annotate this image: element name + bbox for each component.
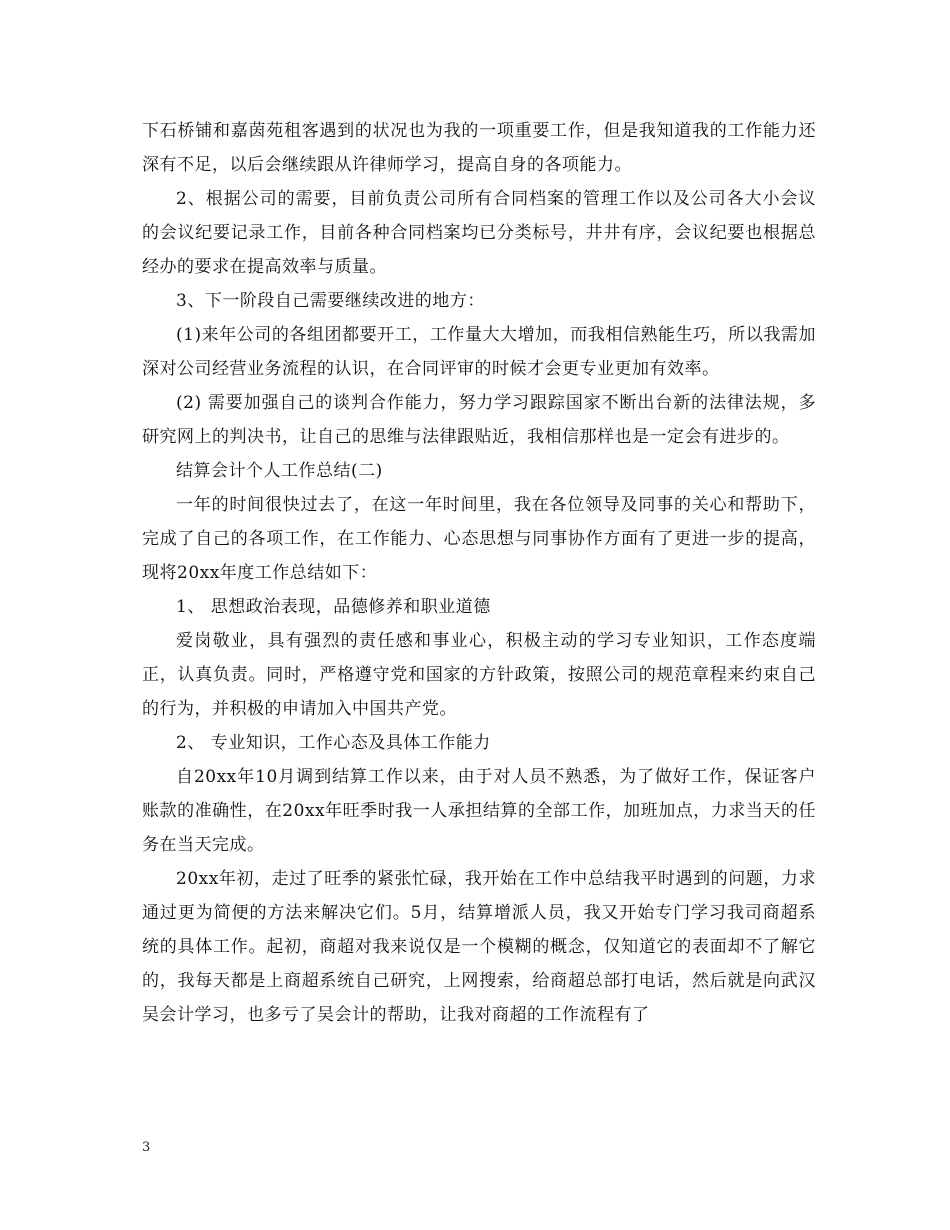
paragraph-11: 自20xx年10月调到结算工作以来，由于对人员不熟悉，为了做好工作，保证客户账款的准确性，在20xx年旺季时我一人承担结算的全部工作，加班加点，力求当天的任务在当天完成。: [142, 767, 816, 855]
paragraph-2: 2、根据公司的需要，目前负责公司所有合同档案的管理工作以及公司各大小会议的会议纪要记录工作，目前各种合同档案均已分类标号，井井有序，会议纪要也根据总经办的要求在提高效率与质量。: [142, 189, 816, 277]
paragraph-5: (2) 需要加强自己的谈判合作能力，努力学习跟踪国家不断出台新的法律法规，多研究网上的判决书，让自己的思维与法律跟贴近，我相信那样也是一定会有进步的。: [142, 393, 816, 447]
paragraph-12: 20xx年初，走过了旺季的紧张忙碌，我开始在工作中总结我平时遇到的问题，力求通过更为简便的方法来解决它们。5月，结算增派人员，我又开始专门学习我司商超系统的具体工作。起初，商超对我来说仅是一个模糊的概念，仅知道它的表面却不了解它的，我每天都是上商超系统自己研究，上网搜索，给商超总部打电话，然后就是向武汉吴会计学习，也多亏了吴会计的帮助，让我对商超的工作流程有了: [142, 869, 816, 1025]
paragraph-7: 一年的时间很快过去了，在这一年时间里，我在各位领导及同事的关心和帮助下，完成了自己的各项工作，在工作能力、心态思想与同事协作方面有了更进一步的提高，现将20xx年度工作总结如下：: [142, 495, 816, 583]
paragraph-9: 爱岗敬业，具有强烈的责任感和事业心，积极主动的学习专业知识，工作态度端正，认真负责。同时，严格遵守党和国家的方针政策，按照公司的规范章程来约束自己的行为，并积极的申请加入中国共产党。: [142, 631, 816, 719]
document-body: [142, 114, 816, 1032]
paragraph-1: 下石桥铺和嘉茵苑租客遇到的状况也为我的一项重要工作，但是我知道我的工作能力还深有不足，以后会继续跟从许律师学习，提高自身的各项能力。: [142, 121, 816, 175]
subheading-2: 2、 专业知识，工作心态及具体工作能力: [176, 733, 491, 753]
subheading-1: 1、 思想政治表现，品德修养和职业道德: [176, 597, 491, 617]
paragraph-4: (1)来年公司的各组团都要开工，工作量大大增加，而我相信熟能生巧，所以我需加深对公司经营业务流程的认识，在合同评审的时候才会更专业更加有效率。: [142, 325, 816, 379]
page-number: 3: [142, 1140, 151, 1155]
paragraph-3: 3、下一阶段自己需要继续改进的地方：: [176, 291, 485, 311]
section-heading: 结算会计个人工作总结(二): [176, 461, 383, 481]
